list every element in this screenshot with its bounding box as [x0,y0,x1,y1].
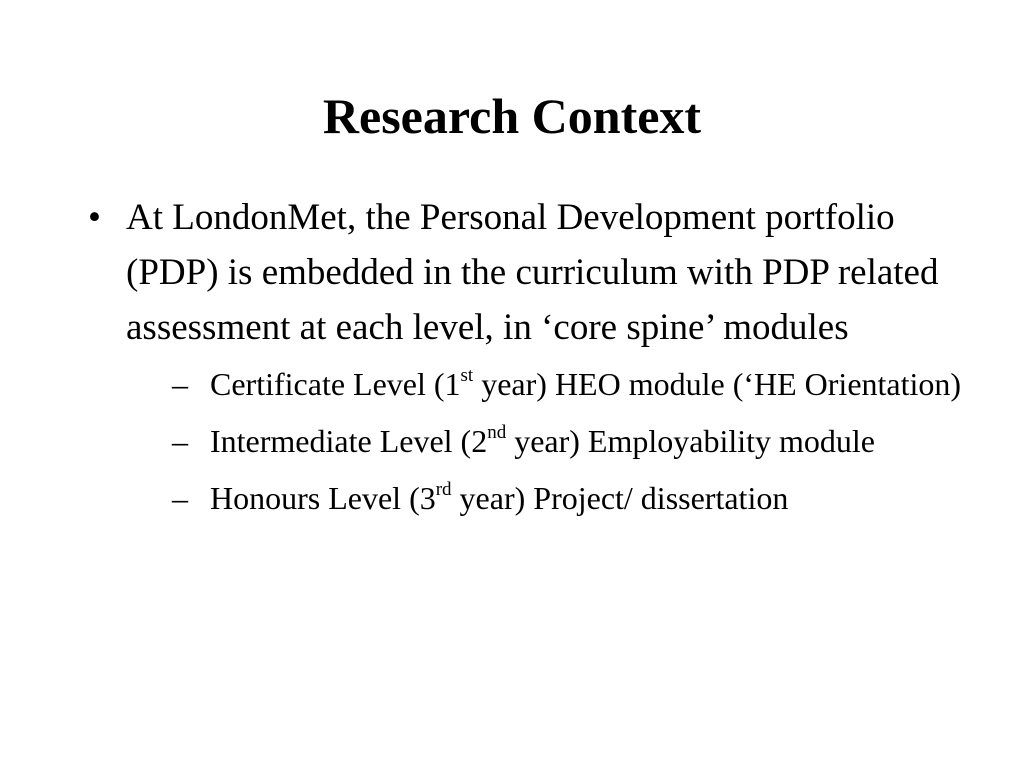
sub-bullet-text-before: Intermediate Level (2 [210,423,488,459]
bullet-list [88,190,968,532]
sub-bullet-certificate [172,361,968,407]
main-bullet-text: At LondonMet, the Personal Development portfolio (PDP) is embedded in the curriculum with PDP related assessment at each level, in ‘core spine’ modules [126,197,939,348]
sub-bullet-text-after: year) Employability module [506,423,875,459]
sub-bullet-text-before: Honours Level (3 [210,480,436,516]
main-bullet-point [88,190,968,521]
dash-marker: – [172,366,188,402]
dash-marker: – [172,480,188,516]
sub-bullet-text-before: Certificate Level (1 [210,366,461,402]
sub-bullet-text-after: year) HEO module (‘HE Orientation) [473,366,962,402]
slide-title: Research Context [322,88,702,144]
sub-bullet-text-after: year) Project/ dissertation [451,480,789,516]
ordinal-suffix: st [460,365,474,386]
sub-bullet-list [126,361,968,521]
sub-bullet-honours [172,475,968,521]
ordinal-suffix: nd [487,422,507,443]
dash-marker: – [172,423,188,459]
bullet-marker: • [88,197,101,238]
ordinal-suffix: rd [435,479,452,500]
sub-bullet-intermediate [172,418,968,464]
